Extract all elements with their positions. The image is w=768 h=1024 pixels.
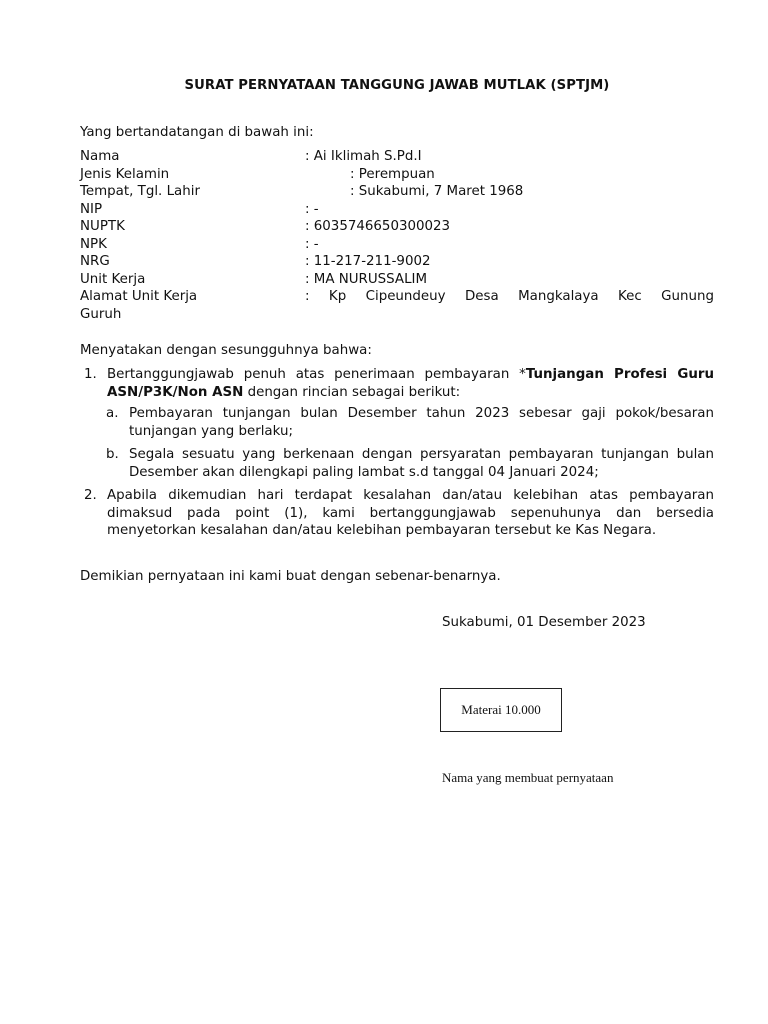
field-label: NUPTK	[80, 219, 125, 234]
sub-item-letter: a.	[106, 406, 119, 421]
field-value: : 6035746650300023	[305, 219, 451, 234]
field-value-continuation: Guruh	[80, 306, 122, 322]
field-value: : Kp Cipeundeuy Desa Mangkalaya Kec Gunung	[305, 289, 714, 304]
sub-item-text: Segala sesuatu yang berkenaan dengan persyaratan pembayaran tunjangan bulan Desember akan dilengkapi paling lambat s.d tanggal 04 Januari 2024;	[129, 447, 714, 480]
list-item	[80, 487, 714, 540]
item-number: 2.	[84, 488, 97, 503]
field-nuptk	[80, 218, 714, 236]
item-text: Apabila dikemudian hari terdapat kesalahan dan/atau kelebihan atas pembayaran dimaksud pada point (1), kami bertanggungjawab sepenuhunya dan bersedia menyetorkan kesalahan dan/atau kelebihan pembayaran tersebut ke Kas Negara.	[107, 488, 714, 538]
declaration-intro: Menyatakan dengan sesungguhnya bahwa:	[80, 343, 372, 358]
place-date: Sukabumi, 01 Desember 2023	[442, 615, 646, 630]
stamp-box	[440, 688, 562, 732]
field-value: : -	[305, 236, 319, 252]
field-value: : Sukabumi, 7 Maret 1968	[350, 184, 524, 199]
field-label: Tempat, Tgl. Lahir	[80, 184, 200, 199]
field-npk	[80, 236, 714, 254]
field-nama	[80, 148, 714, 166]
declaration-list	[80, 366, 714, 540]
sub-item-text: Pembayaran tunjangan bulan Desember tahun 2023 sebesar gaji pokok/besaran tunjangan yang berlaku;	[129, 406, 714, 439]
field-nrg	[80, 253, 714, 271]
signer-label: Nama yang membuat pernyataan	[442, 770, 614, 785]
field-label: NRG	[80, 254, 110, 269]
field-jenis-kelamin	[80, 166, 714, 184]
field-value: : MA NURUSSALIM	[305, 271, 428, 287]
field-label: Alamat Unit Kerja	[80, 289, 198, 304]
item-text-bold: Tunjangan Profesi Guru ASN/P3K/Non ASN	[107, 367, 714, 400]
item-text: Bertanggungjawab penuh atas penerimaan pembayaran *	[107, 367, 526, 382]
field-value: : -	[305, 201, 319, 217]
field-value: : Ai Iklimah S.Pd.I	[305, 149, 422, 164]
field-unit-kerja	[80, 271, 714, 289]
item-text-after: dengan rincian sebagai berikut:	[243, 384, 461, 400]
field-value: : 11-217-211-9002	[305, 254, 431, 269]
sub-item	[80, 405, 714, 440]
document-title: SURAT PERNYATAAN TANGGUNG JAWAB MUTLAK (SPTJM)	[184, 78, 610, 93]
field-label: Nama	[80, 149, 120, 164]
sub-item	[80, 446, 714, 481]
field-tempat-tgl-lahir	[80, 183, 714, 201]
stamp-label: Materai 10.000	[461, 702, 541, 718]
field-label: NPK	[80, 236, 107, 252]
field-nip	[80, 201, 714, 219]
item-number: 1.	[84, 367, 97, 382]
field-value: : Perempuan	[350, 166, 435, 182]
list-item	[80, 366, 714, 401]
sub-item-letter: b.	[106, 447, 119, 462]
identity-fields	[80, 148, 714, 323]
field-label: Jenis Kelamin	[80, 166, 170, 182]
field-label: Unit Kerja	[80, 271, 146, 287]
intro-text: Yang bertandatangan di bawah ini:	[80, 125, 314, 140]
field-label: NIP	[80, 201, 103, 217]
closing-statement: Demikian pernyataan ini kami buat dengan sebenar-benarnya.	[80, 569, 501, 584]
field-alamat-unit-kerja	[80, 288, 714, 323]
